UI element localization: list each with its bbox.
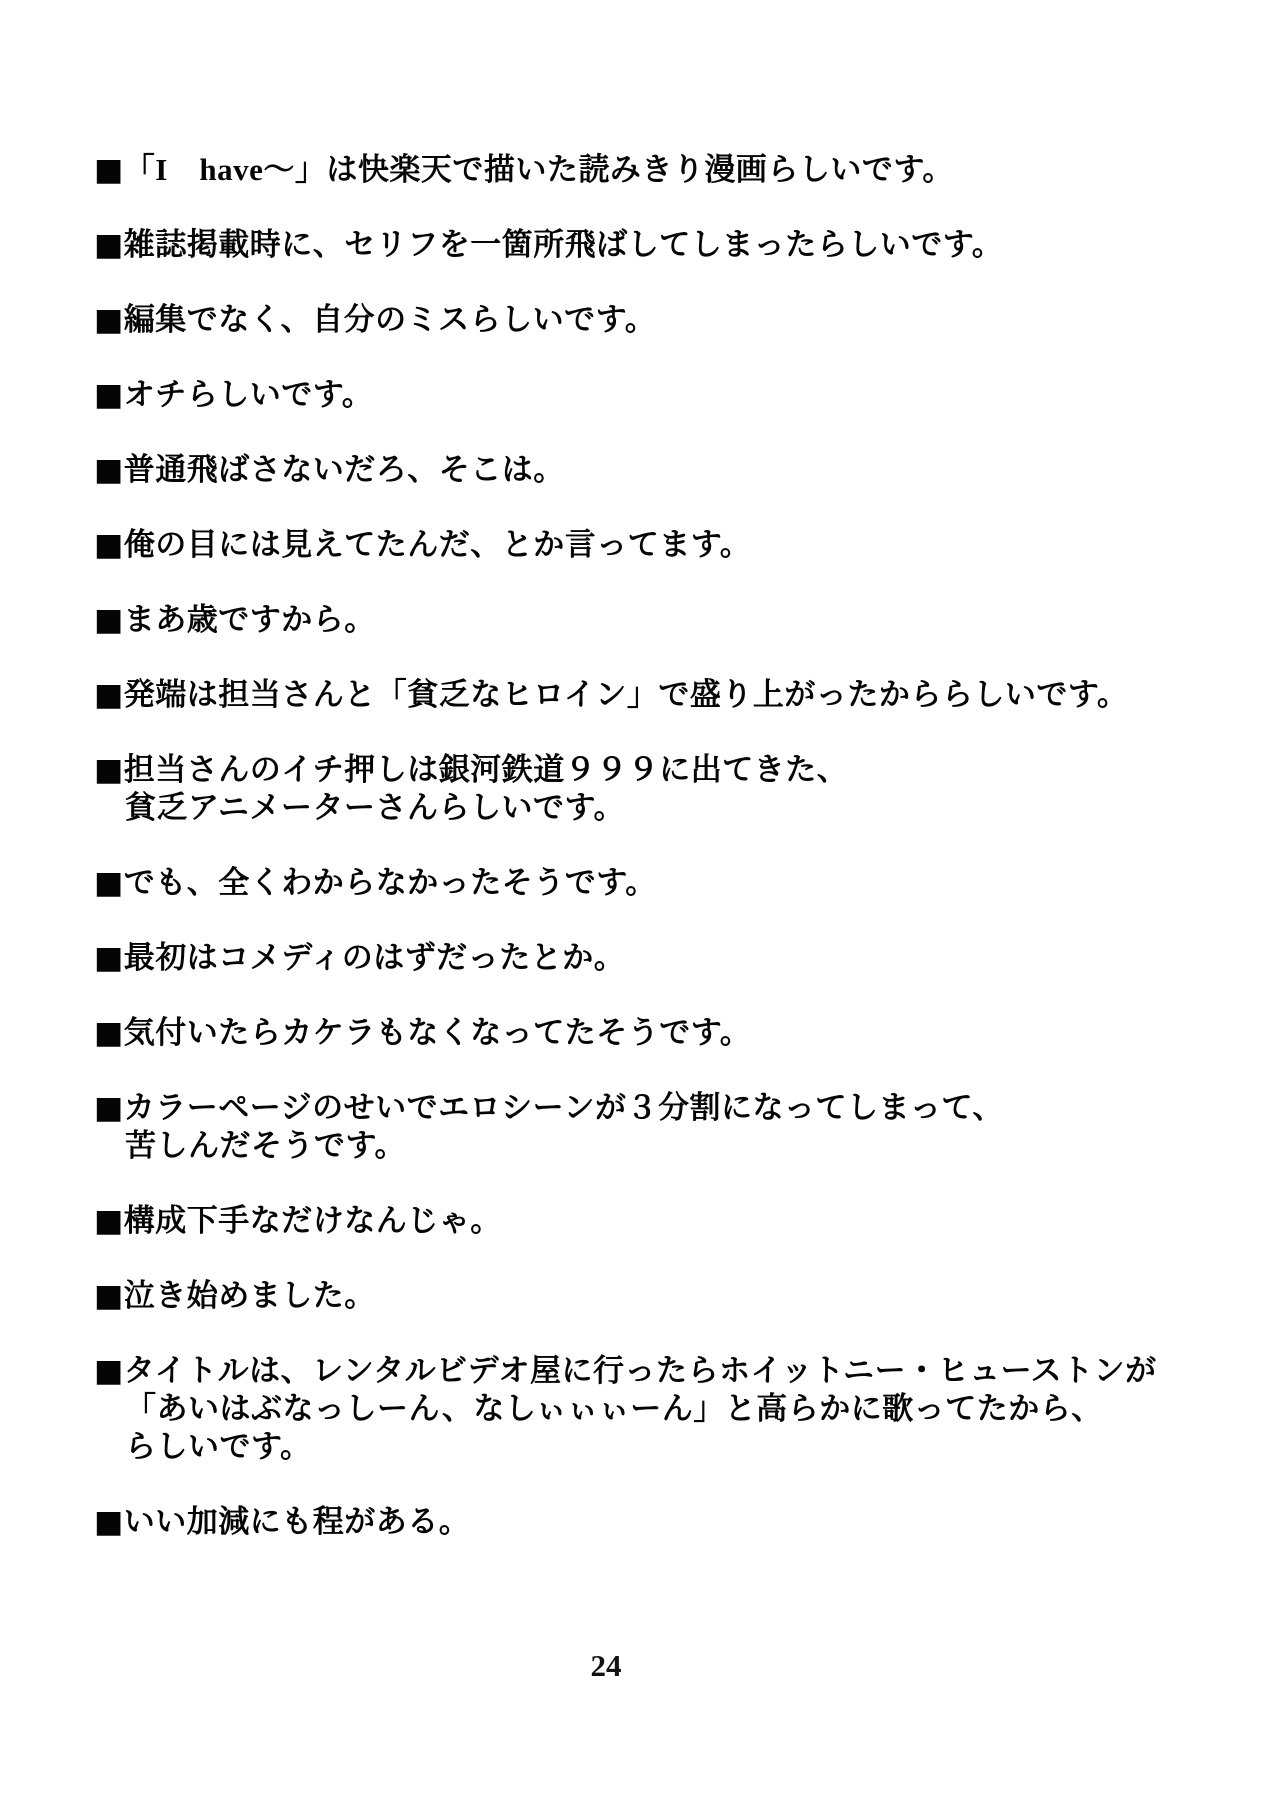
bullet-line (94, 151, 1214, 189)
bullet-line: ■いい加減にも程がある。 (94, 1504, 471, 1540)
bullet-line: ■泣き始めました。 (94, 1278, 376, 1314)
bullet-line: ■でも、全くわからなかったそうです。 (94, 865, 657, 901)
bullet-line: ■普通飛ばさないだろ、そこは。 (94, 452, 565, 488)
bullet-line: ■まあ歳ですから。 (94, 602, 376, 638)
bullet-item (94, 151, 1214, 189)
bullet-item (94, 864, 1214, 902)
bullet-line: ■編集でなく、自分のミスらしいです。 (94, 302, 657, 338)
bullet-item (94, 1503, 1214, 1541)
bullet-line: ■担当さんのイチ押しは銀河鉄道９９９に出てきた、 (94, 752, 849, 788)
bullet-item (94, 601, 1214, 639)
bullet-line: ■発端は担当さんと「貧乏なヒロイン」で盛り上がったかららしいです。 (94, 677, 1129, 713)
bullet-text-latin: I have～ (155, 152, 295, 187)
page-number: 24 (590, 1648, 622, 1683)
bullet-item (94, 1202, 1214, 1240)
bullet-line: ■雑誌掲載時に、セリフを一箇所飛ばしてしまったらしいです。 (94, 227, 1004, 263)
bullet-line: ■最初はコメディのはずだったとか。 (94, 940, 626, 976)
bullet-item (94, 676, 1214, 714)
bullet-text: ■「 (94, 152, 156, 188)
bullet-line: ■タイトルは、レンタルビデオ屋に行ったらホイットニー・ヒューストンが (94, 1353, 1157, 1389)
bullet-item (94, 1089, 1214, 1165)
bullet-line: ■構成下手なだけなんじゃ。 (94, 1203, 502, 1239)
bullet-line: らしいです。 (125, 1429, 312, 1465)
bullet-item (94, 526, 1214, 564)
bullet-line: ■俺の目には見えてたんだ、とか言ってます。 (94, 527, 752, 563)
bullet-item (94, 751, 1214, 827)
bullet-item (94, 376, 1214, 414)
bullet-line: ■気付いたらカケラもなくなってたそうです。 (94, 1015, 752, 1051)
afterword-notes (94, 151, 1214, 1578)
bullet-item (94, 1014, 1214, 1052)
bullet-item (94, 1277, 1214, 1315)
bullet-item (94, 451, 1214, 489)
bullet-line: ■カラーページのせいでエロシーンが３分割になってしまって、 (94, 1090, 1004, 1126)
bullet-line: 「あいはぶなっしーん、なしぃぃぃーん」と高らかに歌ってたから、 (125, 1391, 1103, 1427)
bullet-line: 貧乏アニメーターさんらしいです。 (125, 790, 625, 826)
bullet-item (94, 226, 1214, 264)
bullet-item (94, 1352, 1214, 1466)
bullet-item (94, 301, 1214, 339)
bullet-line: ■オチらしいです。 (94, 377, 374, 413)
bullet-item (94, 939, 1214, 977)
bullet-line: 苦しんだそうです。 (125, 1128, 407, 1164)
bullet-text: 」は快楽天で描いた読みきり漫画らしいです。 (294, 152, 954, 188)
